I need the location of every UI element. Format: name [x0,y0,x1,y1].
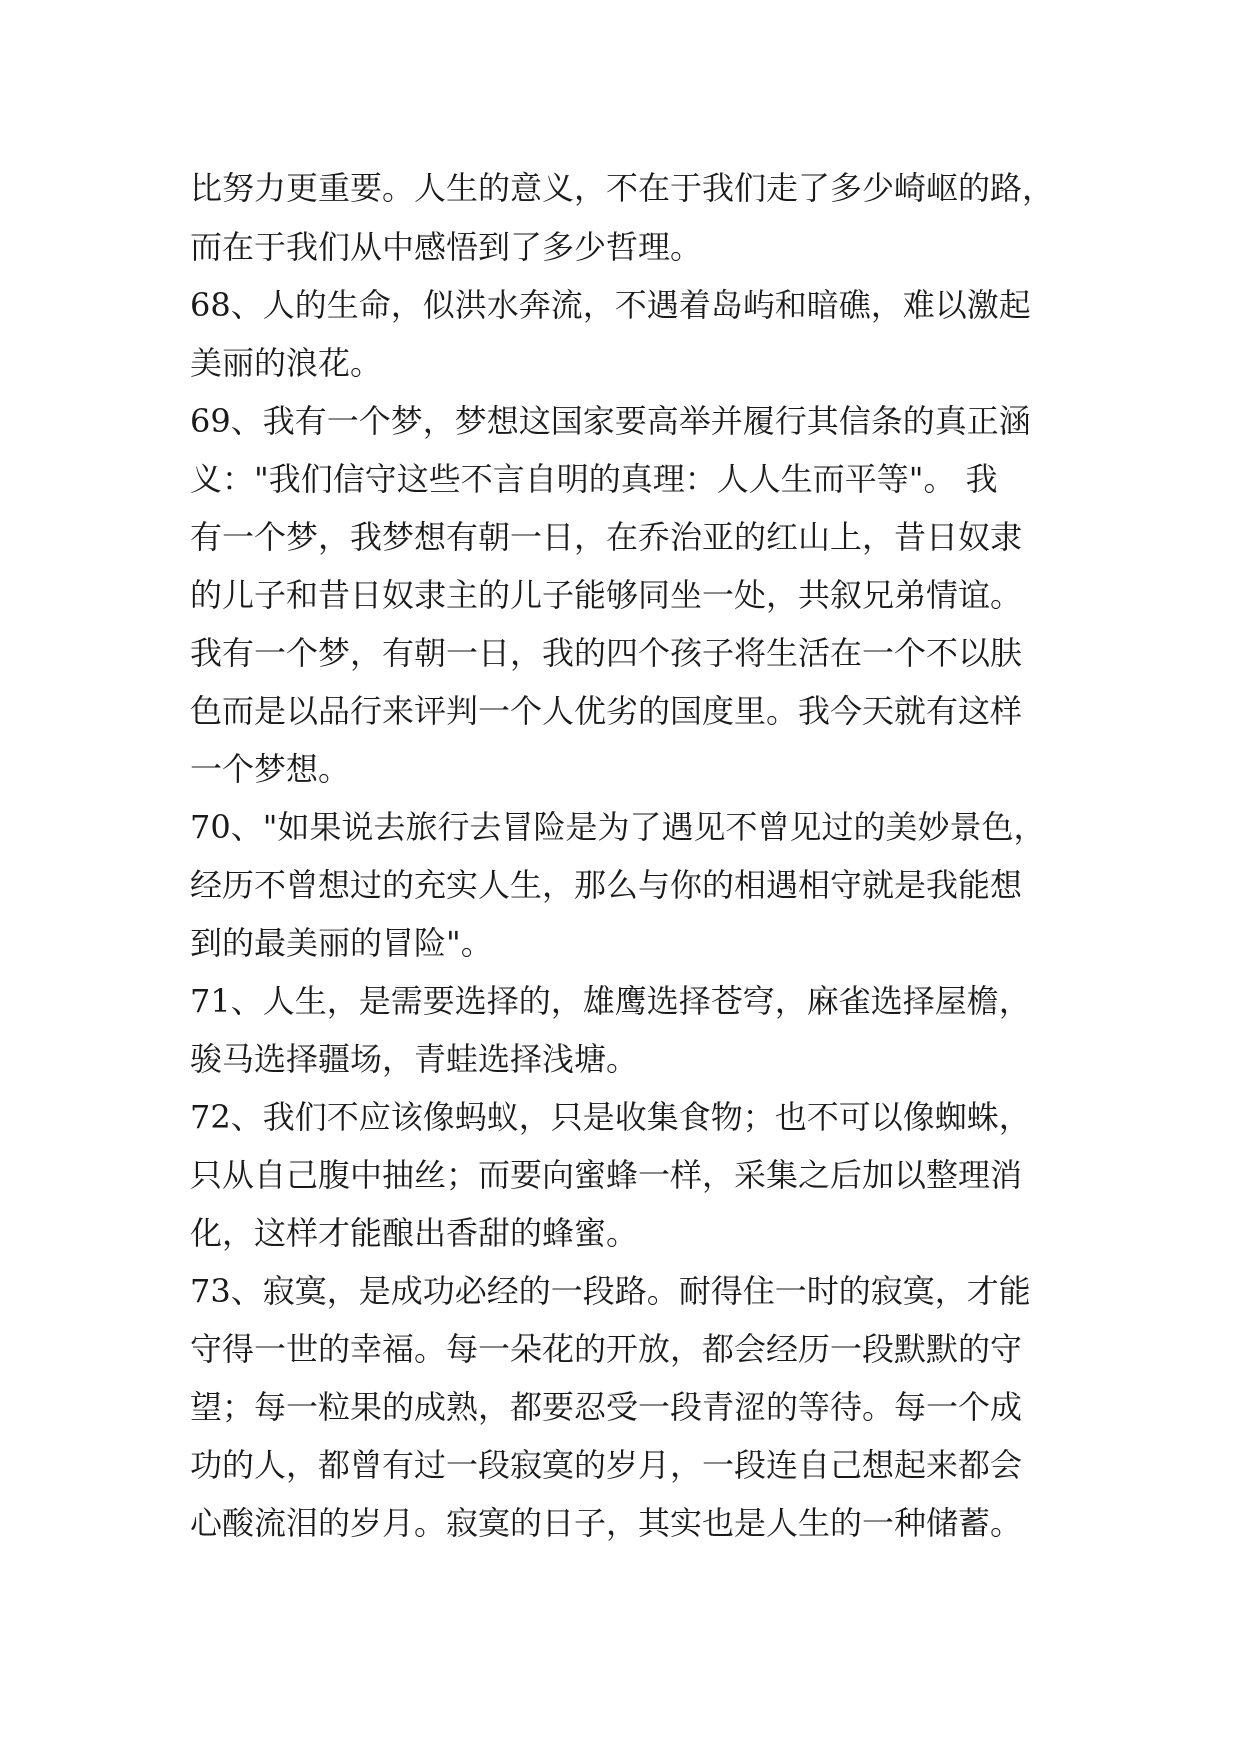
text-line: 有一个梦，我梦想有朝一日，在乔治亚的红山上，昔日奴隶 [190,518,1023,556]
text-line: 守得一世的幸福。每一朵花的开放，都会经历一段默默的守 [190,1330,1023,1368]
text-line: 比努力更重要。人生的意义，不在于我们走了多少崎岖的路， [190,169,1055,207]
text-line: 我有一个梦，有朝一日，我的四个孩子将生活在一个不以肤 [190,634,1023,672]
text-line: 72、我们不应该像蚂蚁，只是收集食物；也不可以像蜘蛛， [190,1098,1031,1136]
text-line: 骏马选择疆场，青蛙选择浅塘。 [190,1040,639,1078]
text-line: 心酸流泪的岁月。寂寞的日子，其实也是人生的一种储蓄。 [190,1504,1023,1542]
text-line: 色而是以品行来评判一个人优劣的国度里。我今天就有这样 [190,692,1023,730]
text-line: 71、人生，是需要选择的，雄鹰选择苍穹，麻雀选择屋檐， [190,982,1031,1020]
text-line: 经历不曾想过的充实人生，那么与你的相遇相守就是我能想 [190,866,1023,904]
text-line: 73、寂寞，是成功必经的一段路。耐得住一时的寂寞，才能 [190,1272,1031,1310]
text-line: 义："我们信守这些不言自明的真理：人人生而平等"。 我 [190,460,998,498]
text-line: 的儿子和昔日奴隶主的儿子能够同坐一处，共叙兄弟情谊。 [190,576,1023,614]
text-line: 望；每一粒果的成熟，都要忍受一段青涩的等待。每一个成 [190,1388,1023,1426]
text-line: 70、"如果说去旅行去冒险是为了遇见不曾见过的美妙景色， [190,808,1046,846]
text-line: 美丽的浪花。 [190,344,383,382]
text-line: 化，这样才能酿出香甜的蜂蜜。 [190,1214,639,1252]
text-line: 而在于我们从中感悟到了多少哲理。 [190,228,703,266]
text-line: 69、我有一个梦，梦想这国家要高举并履行其信条的真正涵 [190,402,1031,440]
text-line: 只从自己腹中抽丝；而要向蜜蜂一样，采集之后加以整理消 [190,1156,1023,1194]
text-line: 功的人，都曾有过一段寂寞的岁月，一段连自己想起来都会 [190,1446,1023,1484]
text-line: 一个梦想。 [190,750,351,788]
text-line: 68、人的生命，似洪水奔流，不遇着岛屿和暗礁，难以激起 [190,286,1031,324]
text-line: 到的最美丽的冒险"。 [190,924,493,962]
